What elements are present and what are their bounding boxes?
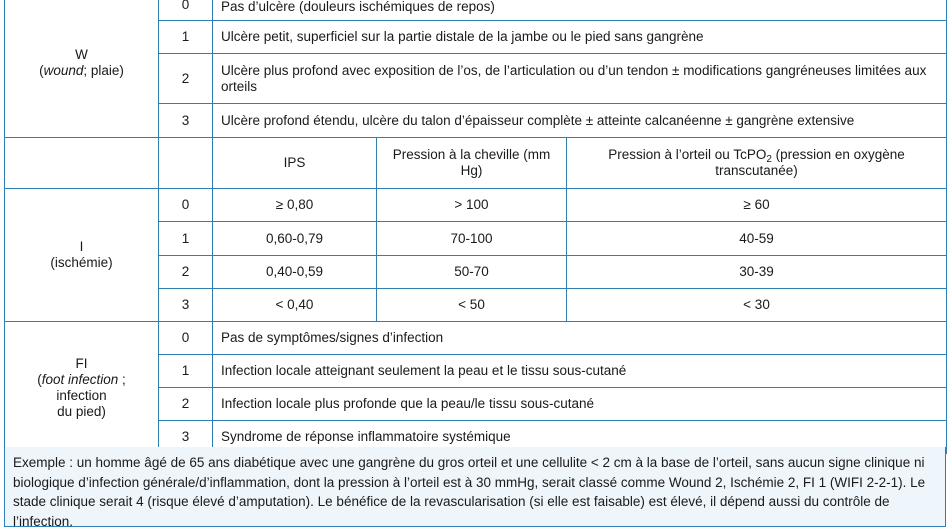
infection-category-cell (5, 322, 159, 454)
ankle-pressure-value: 70-100 (377, 222, 567, 256)
wound-description: Pas d’ulcère (douleurs ischémiques de repos) (213, 0, 947, 21)
example-note: Exemple : un homme âgé de 65 ans diabétique avec une gangrène du gros orteil et une cellulite < 2 cm à la base de l’orteil, sans aucun signe clinique ni biologique d’infection générale/d’inflammation, dont la pression à l’orteil est à 30 mmHg, serait classé comme Wound 2, Ischémie 2, FI 1 (WIFI 2-2-1). Le stade clinique serait 4 (risque élevé d’amputation). Le bénéfice de la revascularisation (si elle est faisable) est élevé, il dépend aussi du contrôle de l’infection. (4, 447, 946, 527)
wound-description: Ulcère petit, superficiel sur la partie distale de la jambe ou le pied sans gangrène (213, 21, 947, 54)
ischemia-grade: 0 (159, 189, 213, 222)
wound-description: Ulcère profond étendu, ulcère du talon d’épaisseur complète ± atteinte calcanéenne ± gangrène extensive (213, 104, 947, 138)
infection-grade: 3 (159, 421, 213, 454)
infection-description: Infection locale plus profonde que la peau/le tissu sous-cutané (213, 388, 947, 421)
ischemia-grade: 2 (159, 256, 213, 289)
empty-header-cell (5, 138, 159, 189)
ischemia-grade: 1 (159, 222, 213, 256)
wound-description: Ulcère plus profond avec exposition de l’os, de l’articulation ou d’un tendon ± modifications gangréneuses limitées aux orteils (213, 54, 947, 104)
ischemia-category-cell (5, 189, 159, 322)
wifi-classification-table-wrapper (4, 0, 946, 454)
ischemia-grade: 3 (159, 289, 213, 322)
ischemia-row-0 (5, 189, 947, 222)
ankle-pressure-header: Pression à la cheville (mm Hg) (377, 138, 567, 189)
wound-label: W (75, 47, 88, 62)
toe-pressure-value: 40-59 (567, 222, 947, 256)
ischemia-sublabel: (ischémie) (50, 255, 113, 270)
infection-grade: 0 (159, 322, 213, 355)
ankle-pressure-value: > 100 (377, 189, 567, 222)
infection-grade: 1 (159, 355, 213, 388)
ips-value: 0,40-0,59 (213, 256, 377, 289)
infection-row-0 (5, 322, 947, 355)
infection-sublabel-line1: (foot infection ; (37, 371, 126, 387)
ips-value: < 0,40 (213, 289, 377, 322)
toe-pressure-header: Pression à l’orteil ou TcPO$_2$ (pression en oxygène transcutanée) (567, 138, 947, 189)
ips-value: ≥ 0,80 (213, 189, 377, 222)
ips-header: IPS (213, 138, 377, 189)
wound-grade: 1 (159, 21, 213, 54)
toe-pressure-value: < 30 (567, 289, 947, 322)
wound-sublabel: (wound; plaie) (39, 63, 124, 78)
empty-header-cell (159, 138, 213, 189)
ankle-pressure-value: 50-70 (377, 256, 567, 289)
ischemia-header-row (5, 138, 947, 189)
infection-label: FI (75, 355, 88, 371)
toe-pressure-value: ≥ 60 (567, 189, 947, 222)
wound-grade: 0 (159, 0, 213, 21)
infection-sublabel-line2: infection (56, 387, 107, 403)
wound-row-0 (5, 0, 947, 21)
infection-description: Infection locale atteignant seulement la peau et le tissu sous-cutané (213, 355, 947, 388)
wound-grade: 3 (159, 104, 213, 138)
ips-value: 0,60-0,79 (213, 222, 377, 256)
infection-sublabel-line3: du pied) (57, 403, 106, 419)
wound-category-cell (5, 0, 159, 138)
ischemia-label: I (79, 239, 84, 254)
infection-description: Pas de symptômes/signes d’infection (213, 322, 947, 355)
toe-pressure-value: 30-39 (567, 256, 947, 289)
wound-grade: 2 (159, 54, 213, 104)
wifi-classification-table (4, 0, 947, 454)
infection-description: Syndrome de réponse inflammatoire systémique (213, 421, 947, 454)
ankle-pressure-value: < 50 (377, 289, 567, 322)
infection-grade: 2 (159, 388, 213, 421)
